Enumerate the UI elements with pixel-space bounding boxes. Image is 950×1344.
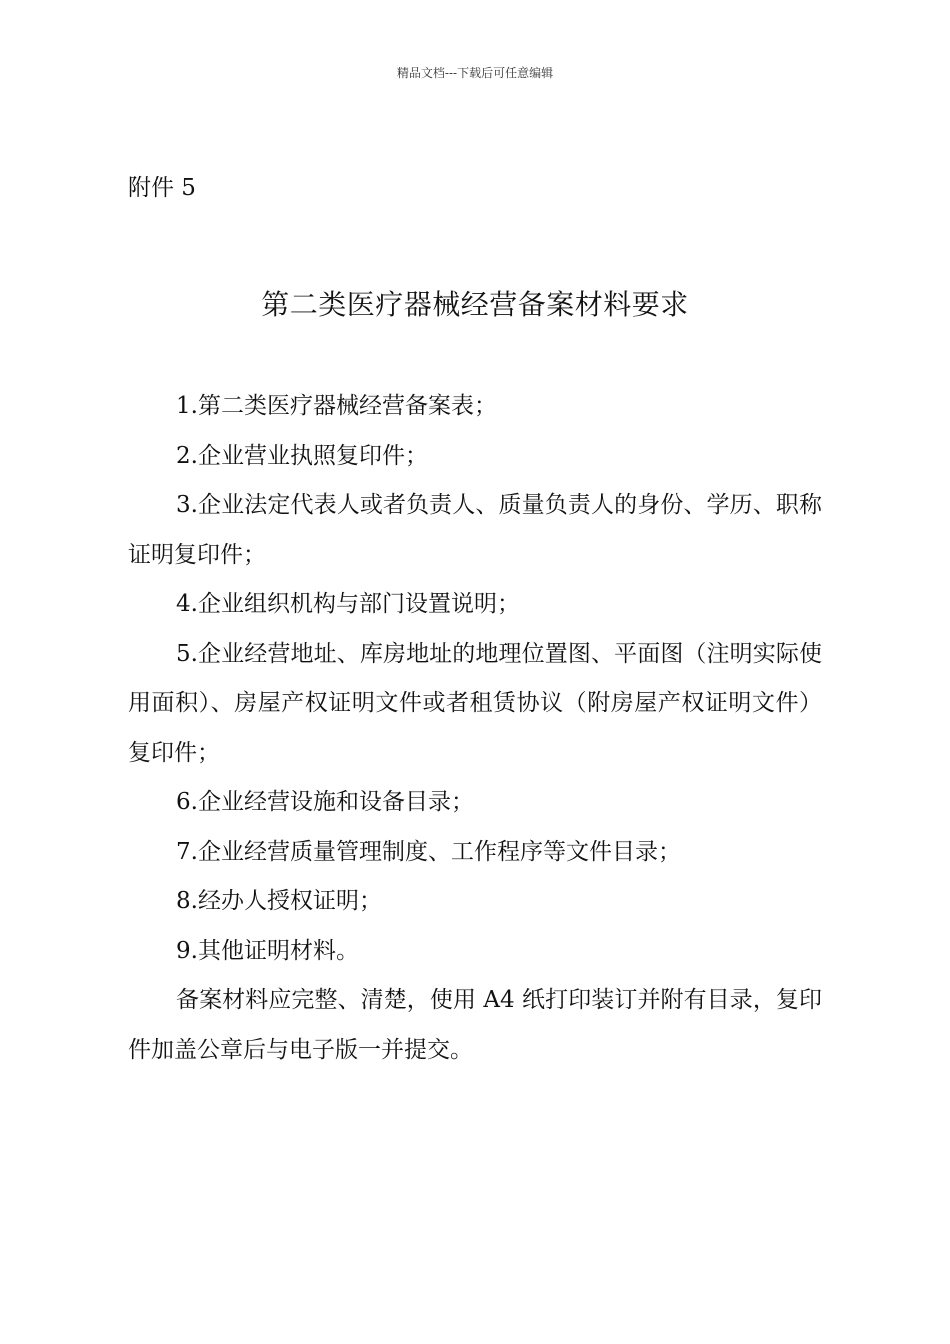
list-item: 5.企业经营地址、库房地址的地理位置图、平面图（注明实际使用面积）、房屋产权证明文件或者租赁协议（附房屋产权证明文件）复印件； bbox=[128, 640, 822, 766]
list-item: 1.第二类医疗器械经营备案表； bbox=[176, 393, 497, 419]
list-item: 2.企业营业执照复印件； bbox=[176, 442, 428, 469]
list-item: 4.企业组织机构与部门设置说明； bbox=[176, 591, 520, 617]
list-item: 7.企业经营质量管理制度、工作程序等文件目录； bbox=[176, 838, 681, 865]
list-item: 6.企业经营设施和设备目录； bbox=[176, 789, 474, 815]
list-item: 3.企业法定代表人或者负责人、质量负责人的身份、学历、职称证明复印件； bbox=[128, 492, 822, 568]
document-body bbox=[128, 382, 822, 1075]
header-note: 精品文档---下载后可任意编辑 bbox=[396, 66, 554, 80]
attachment-label: 附件 5 bbox=[128, 175, 196, 201]
document-title: 第二类医疗器械经营备案材料要求 bbox=[261, 288, 689, 321]
list-item: 8.经办人授权证明； bbox=[176, 888, 382, 914]
list-item: 9.其他证明材料。 bbox=[176, 937, 359, 964]
closing-note: 备案材料应完整、清楚，使用 A4 纸打印装订并附有目录，复印件加盖公章后与电子版一并提交。 bbox=[128, 987, 822, 1063]
